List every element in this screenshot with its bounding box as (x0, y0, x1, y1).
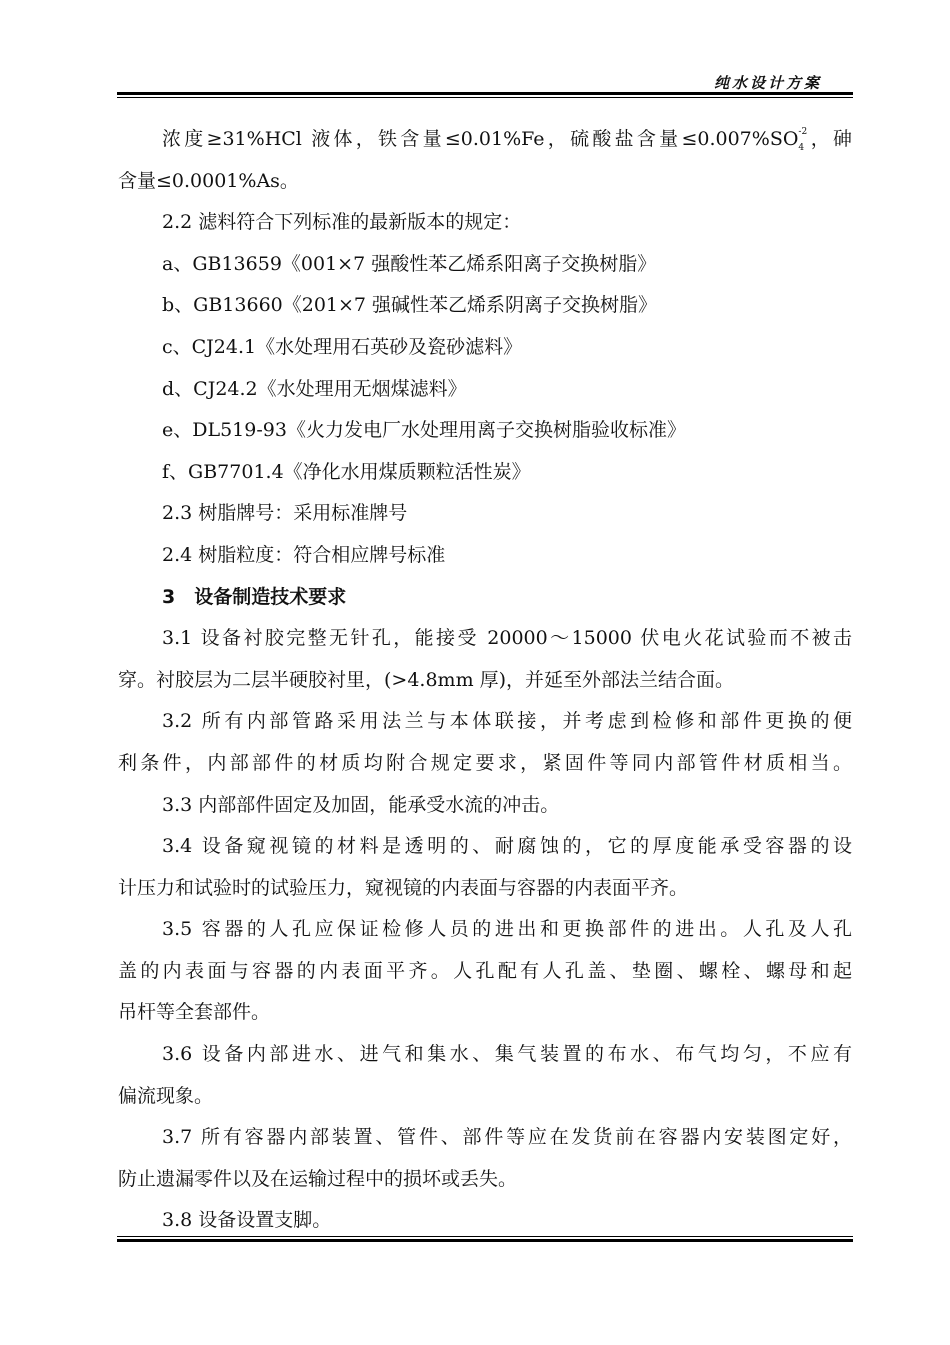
header-title: 纯水设计方案 (713, 74, 822, 92)
paragraph-line: 2.3 树脂牌号：采用标准牌号 (162, 502, 408, 525)
section-heading-2-2: 2.2 滤料符合下列标准的最新版本的规定： (162, 211, 522, 234)
standard-item: e、DL519-93《火力发电厂水处理用离子交换树脂验收标准》 (162, 419, 686, 442)
text-segment: ，砷 (807, 128, 852, 150)
sulfate-subscript-superscript (798, 126, 808, 153)
paragraph-line: 3.8 设备设置支脚。 (162, 1209, 332, 1232)
standard-item: a、GB13659《001×7 强酸性苯乙烯系阳离子交换树脂》 (162, 252, 657, 275)
subscript: 4 (798, 142, 805, 153)
paragraph-line: 3.7 所有容器内部装置、管件、部件等应在发货前在容器内安装图定好， (162, 1126, 852, 1149)
paragraph-line: 3.6 设备内部进水、进气和集水、集气装置的布水、布气均匀，不应有 (162, 1043, 852, 1066)
paragraph-line: 2.4 树脂粒度：符合相应牌号标准 (162, 543, 446, 566)
superscript: -2 (798, 126, 808, 137)
paragraph-line: 3.2 所有内部管路采用法兰与本体联接，并考虑到检修和部件更换的便 (162, 710, 852, 733)
document-body (118, 119, 852, 1242)
footer-rule-thick (117, 1239, 853, 1242)
paragraph-line: 盖的内表面与容器的内表面平齐。人孔配有人孔盖、垫圈、螺栓、螺母和起 (118, 959, 852, 982)
paragraph-line: 吊杆等全套部件。 (118, 1001, 271, 1024)
paragraph-line: 计压力和试验时的试验压力，窥视镜的内表面与容器的内表面平齐。 (118, 876, 689, 899)
paragraph-line: 穿。衬胶层为二层半硬胶衬里，(>4.8mm 厚)，并延至外部法兰结合面。 (118, 668, 735, 691)
paragraph-line: 3.5 容器的人孔应保证检修人员的进出和更换部件的进出。人孔及人孔 (162, 918, 852, 941)
section-heading-3: 3 设备制造技术要求 (162, 585, 347, 608)
paragraph-line: 利条件，内部部件的材质均附合规定要求，紧固件等同内部管件材质相当。 (118, 751, 852, 774)
paragraph-line: 3.1 设备衬胶完整无针孔，能接受 20000～15000 伏电火花试验而不被击 (162, 627, 852, 650)
standard-item: b、GB13660《201×7 强碱性苯乙烯系阴离子交换树脂》 (162, 294, 658, 317)
header-rule-thin (117, 97, 853, 98)
paragraph-line: 含量≤0.0001%As。 (118, 169, 299, 192)
paragraph-line: 3.3 内部部件固定及加固，能承受水流的冲击。 (162, 793, 560, 816)
header-rule-thick (117, 92, 853, 95)
text-segment: 浓度≥31%HCl 液体，铁含量≤0.01%Fe，硫酸盐含量≤0.007%SO (162, 128, 799, 150)
standard-item: f、GB7701.4《净化水用煤质颗粒活性炭》 (162, 460, 531, 483)
paragraph-line: 3.4 设备窥视镜的材料是透明的、耐腐蚀的，它的厚度能承受容器的设 (162, 835, 852, 858)
standard-item: d、CJ24.2《水处理用无烟煤滤料》 (162, 377, 467, 400)
paragraph-line (118, 119, 852, 161)
footer-rule-thin (117, 1236, 853, 1237)
paragraph-line: 防止遗漏零件以及在运输过程中的损坏或丢失。 (118, 1167, 518, 1190)
paragraph-line: 偏流现象。 (118, 1084, 214, 1107)
standard-item: c、CJ24.1《水处理用石英砂及瓷砂滤料》 (162, 335, 523, 358)
